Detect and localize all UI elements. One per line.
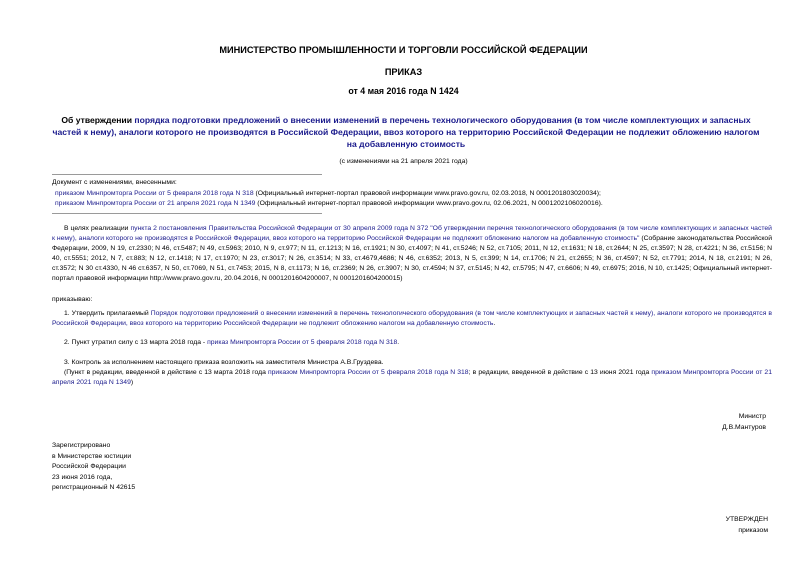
preamble-link[interactable]: пункта 2 постановления Правительства Российской Федерации от 30 апреля 2009 года N 372 "Об утверждении перечня технологического оборудования (в том числе комплектующих и запасных частей к нему), аналоги которого не производятся в Российской Федерации, ввоз которого на территорию Российской Федерации не подлежит обложению налогом на добавленную стоимость" [52, 225, 772, 243]
amendment-link-2[interactable]: приказом Минпромторга России от 21 апреля 2021 года N 1349 [55, 200, 256, 208]
ministry-title: МИНИСТЕРСТВО ПРОМЫШЛЕННОСТИ И ТОРГОВЛИ РОССИЙСКОЙ ФЕДЕРАЦИИ [219, 45, 588, 55]
item-1 [52, 309, 772, 329]
doc-subject [52, 114, 760, 151]
approved-line-2: приказом [738, 526, 768, 534]
preamble-prefix: В целях реализации [64, 225, 131, 232]
registration-line: в Министерстве юстиции [52, 452, 132, 460]
divider-top [52, 174, 322, 175]
amendment-link-1[interactable]: приказом Минпромторга России от 5 февраля 2018 года N 318 [55, 189, 254, 197]
signature-name: Д.В.Мантуров [722, 423, 766, 431]
item-1-link[interactable]: Порядок подготовки предложений о внесении изменений в перечень технологического оборудования (в том числе комплектующих и запасных частей к нему), аналоги которого не производятся в Российской Федерации, ввоз которого на территорию Российской Федерации не подлежит обложению налогом на добавленную стоимость [52, 310, 772, 328]
signature-title: Министр [738, 413, 766, 420]
subject-prefix: Об утверждении [61, 115, 135, 125]
amendment-item [52, 189, 752, 200]
preamble-paragraph [52, 224, 772, 284]
amendments-list [52, 178, 752, 210]
registration-line: Зарегистрировано [52, 442, 111, 449]
item-3-note-prefix: (Пункт в редакции, введенной в действие с 13 марта 2018 года [64, 369, 268, 376]
item-2-suffix: . [397, 339, 400, 346]
approved-block [600, 515, 768, 536]
amendments-heading: Документ с изменениями, внесенными: [52, 179, 177, 186]
divider-bottom [52, 213, 322, 214]
amended-note: (с изменениями на 21 апреля 2021 года) [339, 158, 468, 165]
registration-line: Российской Федерации [52, 463, 126, 471]
signature-block [620, 412, 766, 433]
amendment-item [52, 199, 752, 210]
amendment-text-2: (Официальный интернет-портал правовой информации www.pravo.gov.ru, 02.06.2021, N 0001202106020016). [255, 200, 603, 208]
registration-line: 23 июня 2016 года, [52, 473, 113, 481]
order-word: приказываю: [52, 296, 93, 303]
item-3-note-link-1[interactable]: приказом Минпромторга России от 5 февраля 2018 года N 318 [267, 369, 469, 376]
subject-link[interactable]: порядка подготовки предложений о внесении изменений в перечень технологического оборудования (в том числе комплектующих и запасных частей к нему), аналоги которого не производятся в Российской Федерации, ввоз которого на территорию Российской Федерации не подлежит обложению налогом на добавленную стоимость [52, 115, 760, 150]
item-1-prefix: 1. Утвердить прилагаемый [64, 310, 151, 317]
registration-line: регистрационный N 42615 [52, 484, 136, 492]
preamble-rest: (Собрание законодательства Российской Федерации, 2009, N 19, ст.2330; N 46, ст.5487; N 49, ст.5963; 2010, N 9, ст.977; N 11, ст.1213; N 16, ст.1921; N 30, ст.4097; N 41, ст.5246; N 52, ст.7105; 2011, N 12, ст.1631; N 18, ст.2644; N 25, ст.3597; N 28, ст.4221; N 36, ст.5156; N 40, ст.5551; 2012, N 7, ст.883; N 12, ст.1418; N 17, ст.1970; N 23, ст.3017; N 26, ст.3514; N 33, ст.4679,4686; N 46, ст.6352; 2013, N 5, ст.399; N 14, ст.1706; N 21, ст.2655; N 36, ст.4597; N 52, ст.7791; 2014, N 18, ст.2191; N 26, ст.3572; N 30 ст.4330, N 46 ст.6357, N 50, ст.7069, N 51, ст.7453; 2015, N 8, ст.1173; N 16, ст.2369; N 26, ст.3907; N 30, ст.4594; N 37, ст.5145; N 42, ст.5795; N 47, ст.6606; N 49, ст.6975; 2016, N 10, ст.1425; Официальный интернет-портал правовой информации http://www.pravo.gov.ru, 20.04.2016, N 0001201604200007, N 0001201604200015) [52, 235, 772, 283]
item-3-note-suffix: ) [130, 379, 134, 387]
approved-line-1: УТВЕРЖДЕН [725, 516, 768, 523]
doc-type: ПРИКАЗ [384, 67, 423, 77]
item-3-note [52, 368, 772, 388]
item-3-note-mid: ; в редакции, введенной в действие с 13 июня 2021 года [468, 369, 652, 376]
item-3: 3. Контроль за исполнением настоящего приказа возложить на заместителя Министра А.В.Груздева. [64, 359, 384, 366]
item-1-suffix: . [493, 320, 496, 328]
item-2 [52, 338, 772, 348]
amendment-text-1: (Официальный интернет-портал правовой информации www.pravo.gov.ru, 02.03.2018, N 0001201803020034); [253, 189, 601, 197]
doc-date-number: от 4 мая 2016 года N 1424 [348, 86, 459, 96]
item-2-link[interactable]: приказ Минпромторга России от 5 февраля 2018 года N 318 [207, 339, 398, 346]
item-3-note-link-2[interactable]: приказом Минпромторга России от 21 апреля 2021 года N 1349 [52, 369, 772, 387]
item-2-prefix: 2. Пункт утратил силу с 13 марта 2018 года - [64, 339, 208, 346]
registration-block [52, 441, 252, 494]
